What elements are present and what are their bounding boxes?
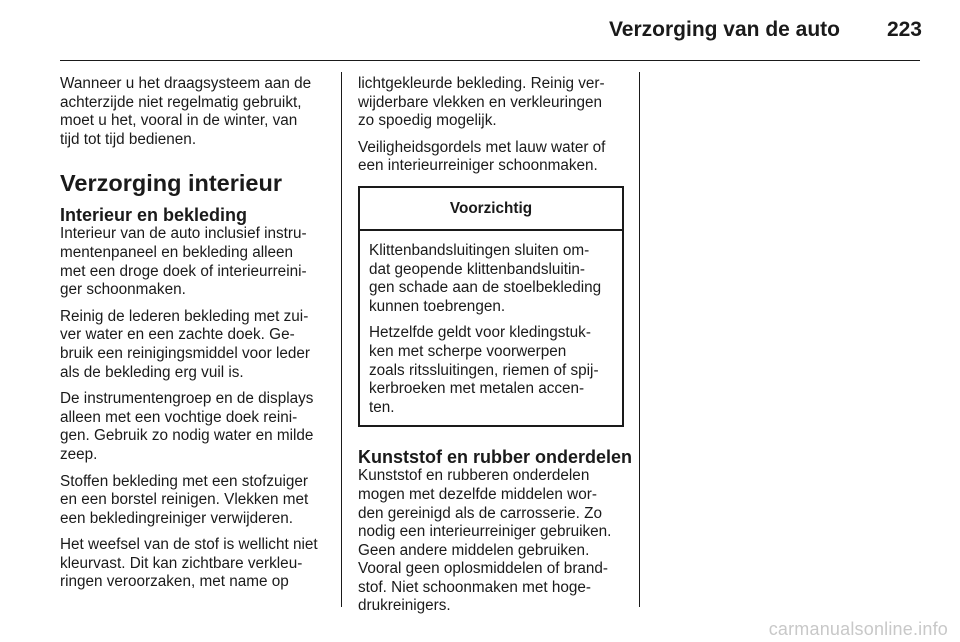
paragraph: Stoffen bekleding met een stofzuiger en een borstel reinigen. Vlekken met een bekledingreiniger verwijderen. (60, 472, 309, 527)
paragraph: Het weefsel van de stof is wellicht niet kleurvast. Dit kan zichtbare verkleu- ringen veroorzaken, met name op (60, 536, 318, 591)
text-column-2 (358, 75, 633, 624)
watermark: carmanualsonline.info (768, 619, 948, 639)
column-divider-1 (341, 72, 342, 607)
caution-title: Voorzichtig (360, 188, 622, 231)
page-header-title: Verzorging van de auto (608, 18, 840, 41)
paragraph: De instrumentengroep en de displays alleen met een vochtige doek reini- gen. Gebruik zo nodig water en milde zeep. (60, 390, 314, 463)
caution-paragraph: Klittenbandsluitingen sluiten om- dat geopende klittenbandsluitin- gen schade aan de stoelbekleding kunnen toebrengen. (369, 241, 602, 315)
paragraph: Veiligheidsgordels met lauw water of een interieurreiniger schoonmaken. (358, 138, 606, 175)
page-number: 223 (886, 18, 922, 41)
column-divider-2 (639, 72, 640, 607)
intro-paragraph: Wanneer u het draagsysteem aan de achterzijde niet regelmatig gebruikt, moet u het, vooral in de winter, van tijd tot tijd bedienen. (60, 75, 312, 148)
subheading-interior: Interieur en bekleding (60, 205, 248, 226)
section-heading: Verzorging interieur (60, 170, 282, 197)
caution-paragraph: Hetzelfde geldt voor kledingstuk- ken met scherpe voorwerpen zoals ritssluitingen, riemen of spij- kerbroeken met metalen accen- ten. (369, 324, 599, 416)
paragraph: Reinig de lederen bekleding met zui- ver water en een zachte doek. Ge- bruik een reinigingsmiddel voor leder als de bekleding erg vuil is. (60, 307, 310, 381)
caution-box (358, 186, 624, 427)
text-column-1 (60, 75, 332, 600)
paragraph: lichtgekleurde bekleding. Reinig ver- wijderbare vlekken en verkleuringen zo spoedig mogelijk. (358, 75, 605, 130)
header-divider (60, 60, 920, 61)
subheading-plastic-rubber: Kunststof en rubber onderdelen (358, 447, 633, 468)
caution-body (360, 231, 622, 425)
paragraph: Interieur van de auto inclusief instru- mentenpaneel en bekleding alleen met een droge doek of interieurreini- ger schoonmaken. (60, 225, 307, 299)
paragraph: Kunststof en rubberen onderdelen mogen met dezelfde middelen wor- den gereinigd als de carrosserie. Zo nodig een interieurreiniger gebruiken. Geen andere middelen gebruiken. Vooral geen oplosmiddelen of brand- stof. Niet schoonmaken met hoge- drukreinigers. (358, 467, 612, 615)
